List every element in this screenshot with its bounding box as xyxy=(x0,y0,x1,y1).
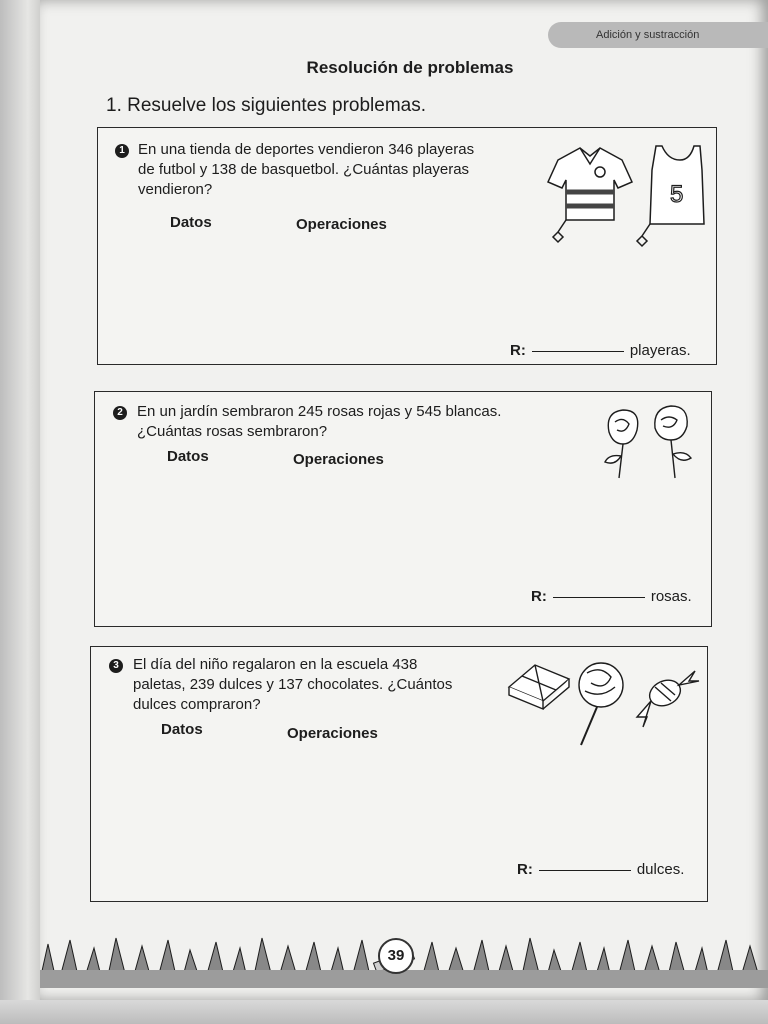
topic-tab: Adición y sustracción xyxy=(548,22,768,48)
chocolate-icon xyxy=(509,665,569,709)
jerseys-illustration xyxy=(538,140,708,248)
problem-3-line-3: dulces compraron? xyxy=(133,696,261,713)
problem-1-text xyxy=(138,140,558,200)
problem-2-datos-label: Datos xyxy=(167,448,209,465)
problem-1-number: 1 xyxy=(115,144,129,158)
problem-3-line-1: El día del niño regalaron en la escuela 438 xyxy=(133,656,418,673)
problem-2-box xyxy=(94,391,712,627)
problem-2-text xyxy=(137,402,577,442)
answer-blank[interactable] xyxy=(539,870,631,871)
problem-2-operaciones-label: Operaciones xyxy=(293,451,384,468)
page-bottom-edge xyxy=(0,1000,768,1024)
problem-2-number: 2 xyxy=(113,406,127,420)
problem-3-operaciones-label: Operaciones xyxy=(287,725,378,742)
answer-unit: rosas. xyxy=(650,588,692,605)
problem-2-answer xyxy=(531,588,692,605)
answer-blank[interactable] xyxy=(553,597,645,598)
soccer-jersey-icon xyxy=(548,148,632,242)
problem-1-operaciones-label: Operaciones xyxy=(296,216,387,233)
problem-3-datos-label: Datos xyxy=(161,721,203,738)
problem-1-datos-label: Datos xyxy=(170,214,212,231)
roses-illustration xyxy=(589,400,705,482)
page-number: 39 xyxy=(378,938,414,974)
jersey-number: 5 xyxy=(670,181,684,208)
problem-2-line-1: En un jardín sembraron 245 rosas rojas y 545 blancas. xyxy=(137,403,502,420)
problem-1-box xyxy=(97,127,717,365)
problem-1-answer xyxy=(510,342,691,359)
answer-unit: playeras. xyxy=(629,342,691,359)
problem-3-answer xyxy=(517,861,684,878)
binding-edge xyxy=(0,0,40,1024)
candy-icon xyxy=(637,671,699,727)
answer-unit: dulces. xyxy=(636,861,685,878)
problem-3-number: 3 xyxy=(109,659,123,673)
answer-blank[interactable] xyxy=(532,351,624,352)
rose-icon xyxy=(655,406,691,478)
problem-1-line-2: de futbol y 138 de basquetbol. ¿Cuántas playeras xyxy=(138,161,470,178)
page-title: Resolución de problemas xyxy=(306,58,514,77)
instruction: 1. Resuelve los siguientes problemas. xyxy=(106,95,427,116)
problem-3-text xyxy=(133,655,533,715)
rose-icon xyxy=(605,410,638,478)
answer-prefix: R: xyxy=(517,861,533,878)
lollipop-icon xyxy=(579,663,623,745)
problem-3-line-2: paletas, 239 dulces y 137 chocolates. ¿Cuántos xyxy=(133,676,453,693)
answer-prefix: R: xyxy=(531,588,547,605)
problem-3-box xyxy=(90,646,708,902)
sweets-illustration xyxy=(505,655,701,755)
answer-prefix: R: xyxy=(510,342,526,359)
problem-1-line-3: vendieron? xyxy=(138,181,213,198)
problem-1-line-1: En una tienda de deportes vendieron 346 playeras xyxy=(138,141,475,158)
problem-2-line-2: ¿Cuántas rosas sembraron? xyxy=(137,423,328,440)
